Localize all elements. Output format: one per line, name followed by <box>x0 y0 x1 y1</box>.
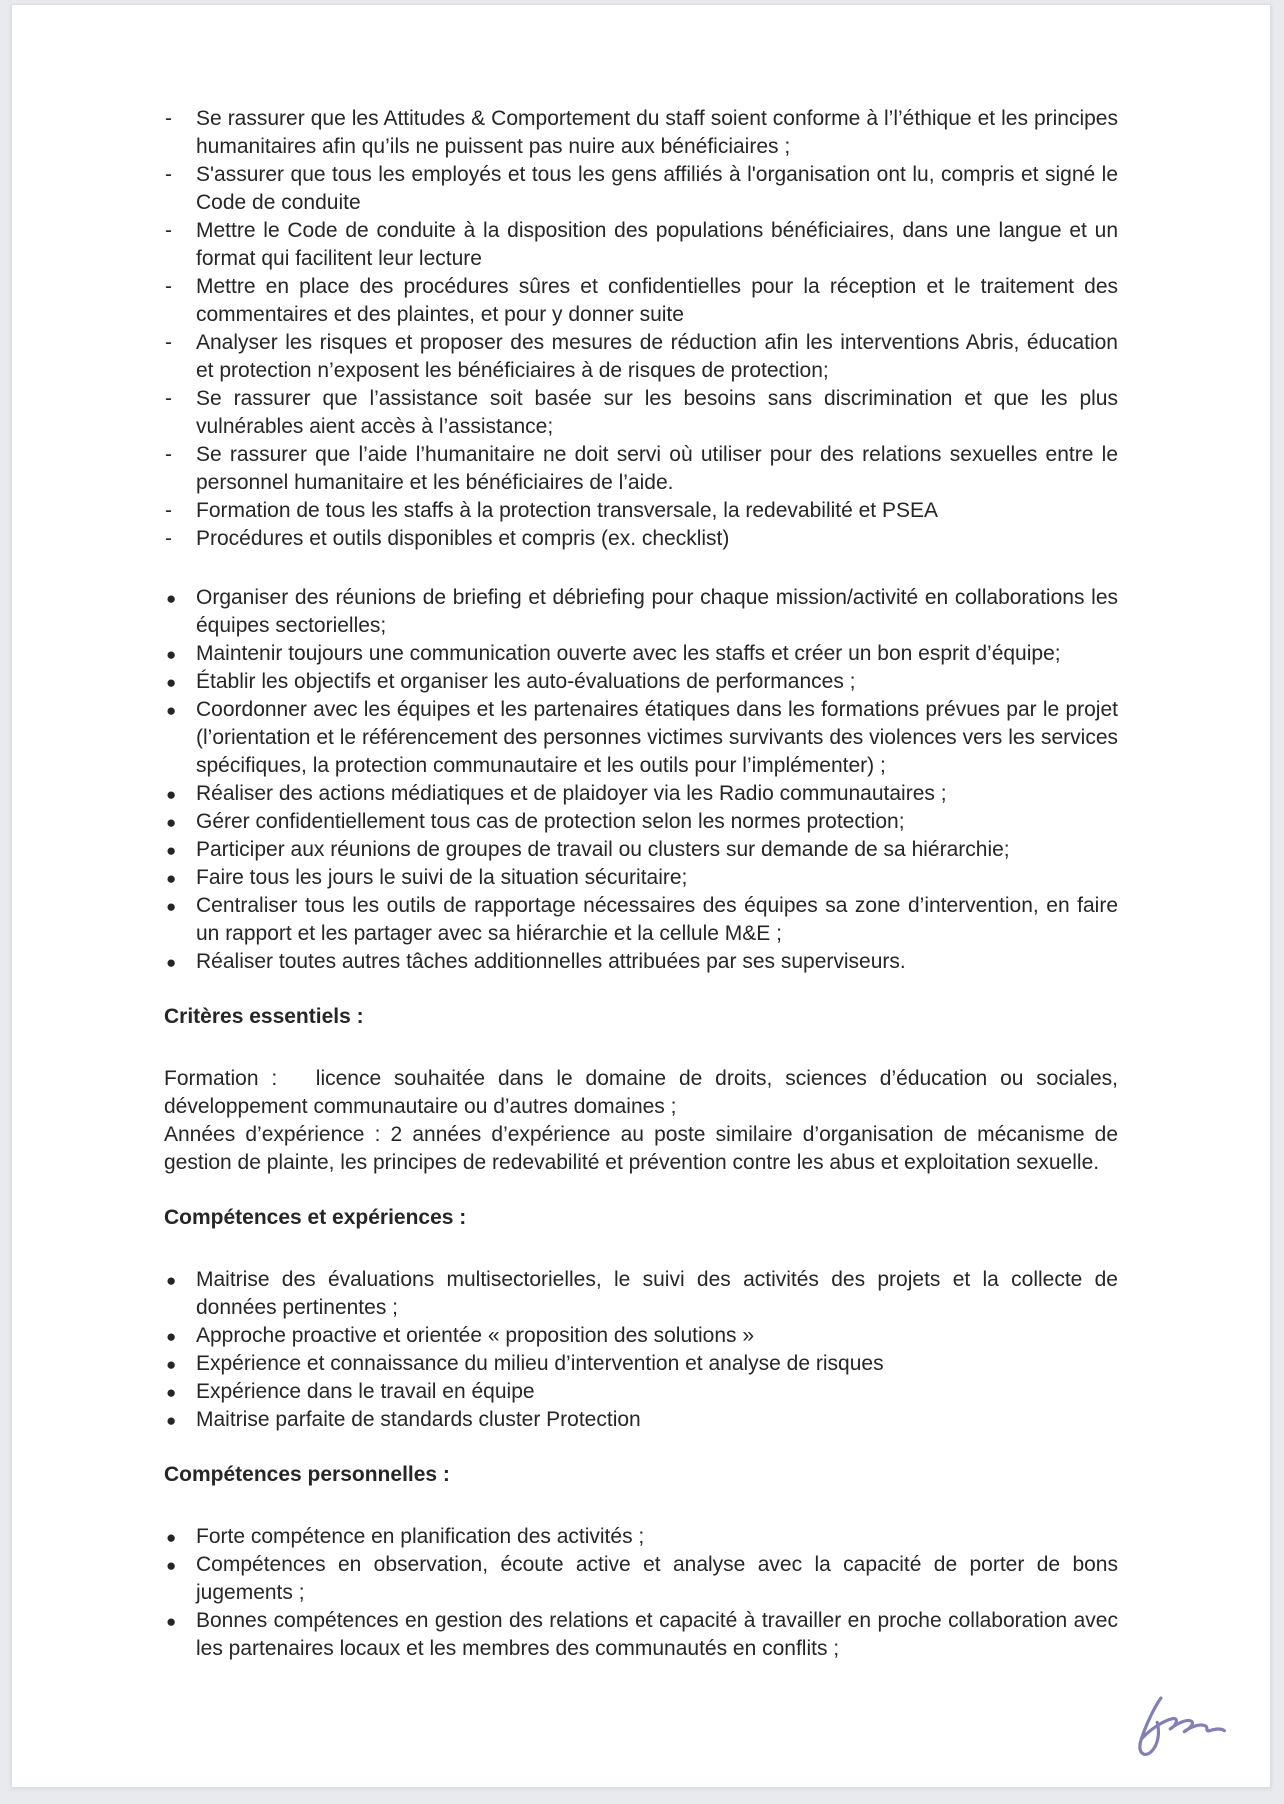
bullet-marker: ● <box>166 1556 177 1575</box>
document-content <box>12 5 1270 1663</box>
bullet-marker: ● <box>166 953 177 972</box>
bullet-marker: ● <box>166 1271 177 1290</box>
document-page <box>11 4 1271 1788</box>
list-item-text: Gérer confidentiellement tous cas de protection selon les normes protection; <box>196 810 905 833</box>
dash-marker: - <box>165 275 172 298</box>
list-item-text: Formation de tous les staffs à la protection transversale, la redevabilité et PSEA <box>196 499 938 522</box>
list-item <box>164 864 1118 892</box>
criteres-essentiels-heading: Critères essentiels : <box>164 1005 364 1028</box>
list-item <box>164 836 1118 864</box>
list-item <box>164 525 1118 553</box>
list-item-text: Bonnes compétences en gestion des relations et capacité à travailler en proche collaboration avec les partenaires locaux et les membres des communautés en conflits ; <box>196 1609 1118 1660</box>
bullet-marker: ● <box>166 1612 177 1631</box>
list-item-text: Compétences en observation, écoute active et analyse avec la capacité de porter de bons jugements ; <box>196 1553 1118 1604</box>
dash-marker: - <box>165 443 172 466</box>
list-item <box>164 1523 1118 1551</box>
bullet-marker: ● <box>166 701 177 720</box>
experience-paragraph: Années d’expérience : 2 années d’expérience au poste similaire d’organisation de mécanisme de gestion de plainte, les principes de redevabilité et prévention contre les abus et exploitation sexuelle. <box>164 1123 1118 1174</box>
competences-experiences-list <box>164 1266 1118 1434</box>
competences-personnelles-heading: Compétences personnelles : <box>164 1463 450 1486</box>
list-item-text: Expérience dans le travail en équipe <box>196 1380 535 1403</box>
signature-scribble <box>1116 1685 1232 1769</box>
list-item <box>164 640 1118 668</box>
list-item-text: Se rassurer que l’assistance soit basée sur les besoins sans discrimination et que les plus vulnérables aient accès à l’assistance; <box>196 387 1118 438</box>
bullet-marker: ● <box>166 869 177 888</box>
list-item <box>164 385 1118 441</box>
list-item-text: Analyser les risques et proposer des mesures de réduction afin les interventions Abris, éducation et protection n’exposent les bénéficiaires à de risques de protection; <box>196 331 1118 382</box>
bullet-marker: ● <box>166 813 177 832</box>
list-item-text: Maintenir toujours une communication ouverte avec les staffs et créer un bon esprit d’équipe; <box>196 642 1061 665</box>
bullet-marker: ● <box>166 1355 177 1374</box>
dash-marker: - <box>165 163 172 186</box>
list-item-text: Approche proactive et orientée « proposition des solutions » <box>196 1324 755 1347</box>
list-item-text: Expérience et connaissance du milieu d’intervention et analyse de risques <box>196 1352 884 1375</box>
list-item <box>164 1378 1118 1406</box>
dash-marker: - <box>165 219 172 242</box>
bullet-marker: ● <box>166 841 177 860</box>
list-item-text: Organiser des réunions de briefing et débriefing pour chaque mission/activité en collaborations les équipes sectorielles; <box>196 586 1118 637</box>
dash-marker: - <box>165 527 172 550</box>
list-item <box>164 808 1118 836</box>
dash-list <box>164 105 1118 553</box>
list-item <box>164 948 1118 976</box>
list-item <box>164 780 1118 808</box>
list-item <box>164 668 1118 696</box>
list-item <box>164 329 1118 385</box>
list-item <box>164 161 1118 217</box>
list-item-text: Réaliser toutes autres tâches additionnelles attribuées par ses superviseurs. <box>196 950 906 973</box>
list-item <box>164 441 1118 497</box>
list-item-text: Procédures et outils disponibles et compris (ex. checklist) <box>196 527 730 550</box>
list-item-text: Centraliser tous les outils de rapportage nécessaires des équipes sa zone d’intervention, en faire un rapport et les partager avec sa hiérarchie et la cellule M&E ; <box>196 894 1118 945</box>
main-bullet-list <box>164 584 1118 976</box>
bullet-marker: ● <box>166 589 177 608</box>
list-item <box>164 1322 1118 1350</box>
list-item <box>164 105 1118 161</box>
list-item-text: Mettre le Code de conduite à la disposition des populations bénéficiaires, dans une langue et un format qui facilitent leur lecture <box>196 219 1118 270</box>
list-item <box>164 1607 1118 1663</box>
list-item-text: Coordonner avec les équipes et les partenaires étatiques dans les formations prévues par le projet (l’orientation et le référencement des personnes victimes survivants des violences vers les services spécifiques, la protection communautaire et les outils pour l’implémenter) ; <box>196 698 1118 777</box>
list-item-text: S'assurer que tous les employés et tous les gens affiliés à l'organisation ont lu, compris et signé le Code de conduite <box>196 163 1118 214</box>
list-item <box>164 497 1118 525</box>
list-item-text: Se rassurer que l’aide l’humanitaire ne doit servi où utiliser pour des relations sexuelles entre le personnel humanitaire et les bénéficiaires de l’aide. <box>196 443 1118 494</box>
list-item <box>164 1406 1118 1434</box>
formation-paragraph: Formation : licence souhaitée dans le domaine de droits, sciences d’éducation ou sociales, développement communautaire ou d’autres domaines ; <box>164 1067 1118 1118</box>
bullet-marker: ● <box>166 1528 177 1547</box>
list-item-text: Forte compétence en planification des activités ; <box>196 1525 645 1548</box>
list-item-text: Participer aux réunions de groupes de travail ou clusters sur demande de sa hiérarchie; <box>196 838 1010 861</box>
dash-marker: - <box>165 331 172 354</box>
bullet-marker: ● <box>166 1411 177 1430</box>
bullet-marker: ● <box>166 1327 177 1346</box>
list-item-text: Établir les objectifs et organiser les auto-évaluations de performances ; <box>196 670 856 693</box>
list-item-text: Faire tous les jours le suivi de la situation sécuritaire; <box>196 866 688 889</box>
list-item <box>164 217 1118 273</box>
dash-marker: - <box>165 499 172 522</box>
list-item <box>164 1350 1118 1378</box>
list-item-text: Réaliser des actions médiatiques et de plaidoyer via les Radio communautaires ; <box>196 782 947 805</box>
bullet-marker: ● <box>166 645 177 664</box>
list-item-text: Maitrise des évaluations multisectorielles, le suivi des activités des projets et la collecte de données pertinentes ; <box>196 1268 1118 1319</box>
list-item <box>164 584 1118 640</box>
dash-marker: - <box>165 107 172 130</box>
dash-marker: - <box>165 387 172 410</box>
signature-ink-path <box>1140 1698 1225 1754</box>
bullet-marker: ● <box>166 673 177 692</box>
bullet-marker: ● <box>166 1383 177 1402</box>
competences-personnelles-list <box>164 1523 1118 1663</box>
list-item-text: Mettre en place des procédures sûres et confidentielles pour la réception et le traitement des commentaires et des plaintes, et pour y donner suite <box>196 275 1118 326</box>
list-item <box>164 1551 1118 1607</box>
list-item <box>164 1266 1118 1322</box>
bullet-marker: ● <box>166 785 177 804</box>
list-item <box>164 273 1118 329</box>
competences-experiences-heading: Compétences et expériences : <box>164 1206 467 1229</box>
list-item-text: Se rassurer que les Attitudes & Comportement du staff soient conforme à l’l’éthique et les principes humanitaires afin qu’ils ne puissent pas nuire aux bénéficiaires ; <box>196 107 1118 158</box>
list-item <box>164 696 1118 780</box>
list-item <box>164 892 1118 948</box>
list-item-text: Maitrise parfaite de standards cluster Protection <box>196 1408 641 1431</box>
bullet-marker: ● <box>166 897 177 916</box>
